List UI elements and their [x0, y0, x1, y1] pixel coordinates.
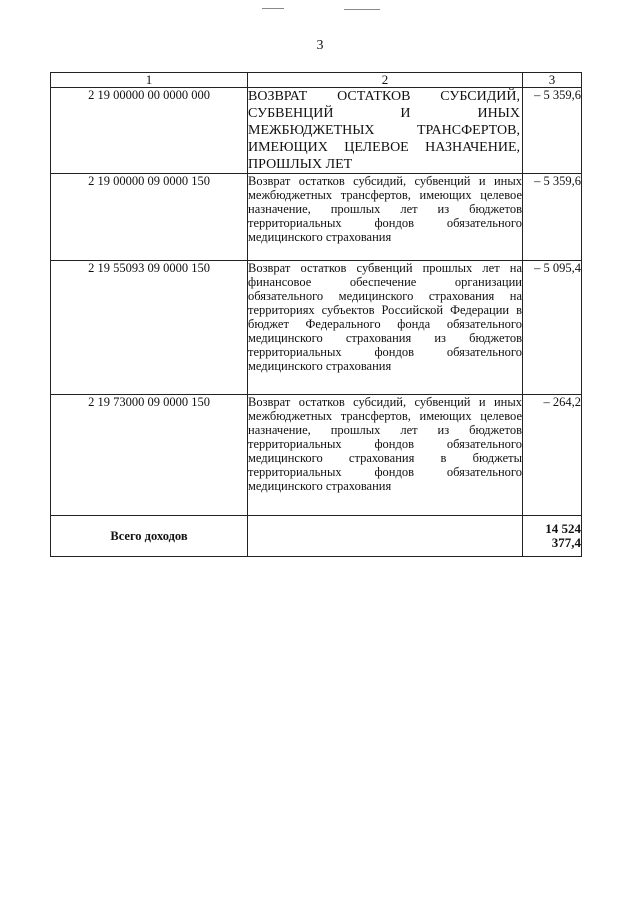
- table-row: [51, 88, 582, 174]
- total-amount: 14 524 377,4: [523, 516, 582, 557]
- table-row: [51, 174, 582, 261]
- row-description: Возврат остатков субвенций прошлых лет на финансовое обеспечение организации обязательного медицинского страхования на территориях субъектов Российской Федерации в бюджет Федерального фонда обязательного медицинского страхования из бюджетов территориальных фондов обязательного медицинского страхования: [248, 261, 523, 395]
- column-header-1: 1: [51, 73, 248, 88]
- total-label: Всего доходов: [51, 516, 248, 557]
- table-row: [51, 261, 582, 395]
- scan-speck: [344, 9, 380, 10]
- row-amount: – 5 359,6: [523, 88, 582, 174]
- row-description: Возврат остатков субсидий, субвенций и иных межбюджетных трансфертов, имеющих целевое назначение, прошлых лет из бюджетов территориальных фондов обязательного медицинского страхования: [248, 174, 523, 261]
- row-amount: – 5 095,4: [523, 261, 582, 395]
- revenue-table: [50, 72, 582, 557]
- row-amount: – 5 359,6: [523, 174, 582, 261]
- table-header-row: [51, 73, 582, 88]
- budget-code: 2 19 00000 09 0000 150: [51, 174, 248, 261]
- budget-code: 2 19 73000 09 0000 150: [51, 395, 248, 516]
- row-description: Возврат остатков субсидий, субвенций и иных межбюджетных трансфертов, имеющих целевое назначение, прошлых лет из бюджетов территориальных фондов обязательного медицинского страхования в бюджеты территориальных фондов обязательного медицинского страхования: [248, 395, 523, 516]
- row-amount: – 264,2: [523, 395, 582, 516]
- row-description: ВОЗВРАТ ОСТАТКОВ СУБСИДИЙ, СУБВЕНЦИЙ И ИНЫХ МЕЖБЮДЖЕТНЫХ ТРАНСФЕРТОВ, ИМЕЮЩИХ ЦЕЛЕВОЕ НАЗНАЧЕНИЕ, ПРОШЛЫХ ЛЕТ: [248, 88, 523, 174]
- budget-code: 2 19 55093 09 0000 150: [51, 261, 248, 395]
- total-row: [51, 516, 582, 557]
- table-row: [51, 395, 582, 516]
- budget-code: 2 19 00000 00 0000 000: [51, 88, 248, 174]
- page-number: 3: [316, 38, 324, 53]
- column-header-2: 2: [248, 73, 523, 88]
- column-header-3: 3: [523, 73, 582, 88]
- scan-speck: [262, 8, 284, 9]
- total-empty-cell: [248, 516, 523, 557]
